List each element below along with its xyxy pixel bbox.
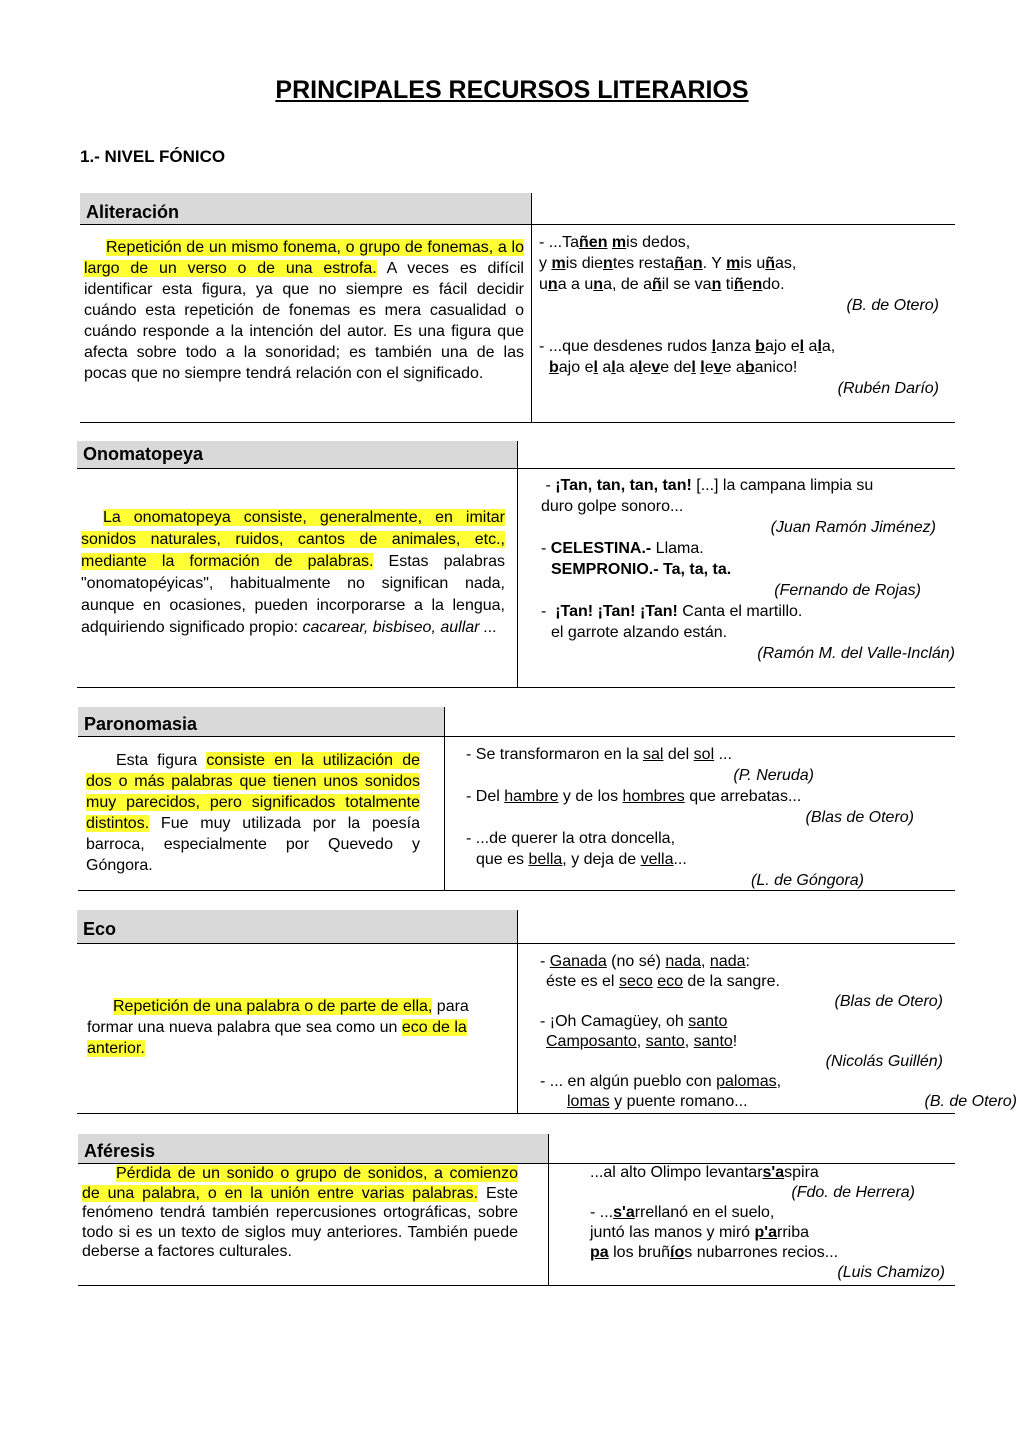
aliteracion-ex1-line2: y mis dientes restañan. Y mis uñas,	[539, 255, 797, 272]
eco-ex2-line1: - ¡Oh Camagüey, oh santo	[540, 1013, 728, 1030]
paronomasia-examples	[466, 744, 914, 891]
paronomasia-ex1: - Se transformaron en la sal del sol ...	[466, 746, 732, 763]
paronomasia-header: Paronomasia	[78, 707, 444, 736]
aferesis-definition: Pérdida de un sonido o grupo de sonidos, a comienzo de una palabra, o en la unión entre varias palabras. Este fenómeno tendrá también repercusiones ortográficas, sobre todo si es un texto de siglos muy anteriores. También puede deberse a factores culturales.	[82, 1165, 518, 1260]
onomatopeya-ex1-line2: duro golpe sonoro...	[541, 498, 684, 515]
aferesis-ex1: ...al alto Olimpo levantars'aspira	[590, 1164, 819, 1181]
aferesis-ex2-author: (Luis Chamizo)	[837, 1264, 945, 1281]
aferesis-header: Aféresis	[78, 1134, 548, 1163]
onomatopeya-header: Onomatopeya	[77, 441, 517, 468]
onomatopeya-ex2-line2: SEMPRONIO.- Ta, ta, ta.	[551, 561, 732, 578]
aliteracion-block	[80, 193, 955, 424]
eco-ex1-line2: éste es el seco eco de la sangre.	[546, 973, 780, 990]
eco-ex3-line1: - ... en algún pueblo con palomas,	[540, 1073, 782, 1090]
onomatopeya-ex2-line1: - CELESTINA.- Llama.	[541, 540, 704, 557]
eco-ex1-author: (Blas de Otero)	[834, 993, 943, 1010]
aliteracion-ex1-line1: - ...Tañen mis dedos,	[539, 234, 691, 251]
eco-ex3-author: (B. de Otero)	[924, 1093, 1017, 1110]
onomatopeya-ex1-author: (Juan Ramón Jiménez)	[770, 519, 936, 536]
paronomasia-ex1-author: (P. Neruda)	[733, 767, 814, 784]
onomatopeya-examples	[541, 475, 955, 664]
paronomasia-ex2-author: (Blas de Otero)	[805, 809, 914, 826]
onomatopeya-ex1-line1: - ¡Tan, tan, tan, tan! [...] la campana limpia su	[541, 477, 874, 494]
onomatopeya-definition: La onomatopeya consiste, generalmente, en imitar sonidos naturales, ruidos, cantos de animales, etc., mediante la formación de palabras. Estas palabras "onomatopéyicas", habitualmente no significan nada, aunque en ocasiones, pueden incorporarse a la lengua, adquiriendo significado propio: cacarear, bisbiseo, aullar ...	[81, 509, 505, 636]
aliteracion-ex2-author: (Rubén Darío)	[837, 380, 939, 397]
aliteracion-header: Aliteración	[80, 193, 531, 224]
eco-ex1-line1: - Ganada (no sé) nada, nada:	[540, 953, 750, 970]
page-title: PRINCIPALES RECURSOS LITERARIOS	[275, 76, 749, 104]
paronomasia-ex2: - Del hambre y de los hombres que arrebatas...	[466, 788, 802, 805]
aferesis-ex1-author: (Fdo. de Herrera)	[791, 1184, 915, 1201]
onomatopeya-ex3-line2: el garrote alzando están.	[551, 624, 728, 641]
aferesis-ex2-line1: - ...s'arrellanó en el suelo,	[590, 1204, 775, 1221]
eco-definition: Repetición de una palabra o de parte de ella, para formar una nueva palabra que sea como un eco de la anterior.	[87, 998, 469, 1057]
onomatopeya-ex3-author: (Ramón M. del Valle-Inclán)	[757, 645, 955, 662]
section-title: 1.- NIVEL FÓNICO	[80, 147, 226, 166]
eco-ex2-line2: Camposanto, santo, santo!	[546, 1033, 738, 1050]
aferesis-examples	[590, 1163, 945, 1283]
onomatopeya-block	[77, 441, 955, 689]
aliteracion-ex2-line1: - ...que desdenes rudos lanza bajo el ala,	[539, 338, 836, 355]
paronomasia-block	[78, 707, 955, 892]
paronomasia-ex3-line2: que es bella, y deja de vella...	[476, 851, 687, 868]
aferesis-ex2-line3: pa los bruñíos nubarrones recios...	[590, 1244, 839, 1261]
eco-ex2-author: (Nicolás Guillén)	[825, 1053, 943, 1070]
aferesis-ex2-line2: juntó las manos y miró p'arriba	[590, 1224, 810, 1241]
aliteracion-ex2-line2: bajo el ala aleve del leve abanico!	[549, 359, 798, 376]
eco-block	[77, 910, 1017, 1115]
aliteracion-ex1-author: (B. de Otero)	[846, 297, 939, 314]
onomatopeya-ex3-line1: - ¡Tan! ¡Tan! ¡Tan! Canta el martillo.	[541, 603, 803, 620]
eco-examples	[540, 952, 1017, 1112]
eco-header: Eco	[77, 910, 517, 943]
paronomasia-ex3-line1: - ...de querer la otra doncella,	[466, 830, 676, 847]
aliteracion-definition: Repetición de un mismo fonema, o grupo de fonemas, a lo largo de un verso o de una estrofa. A veces es difícil identificar esta figura, ya que no siempre es fácil decidir cuándo esta repetición de fonemas es mera casualidad o cuándo responde a la intención del autor. Es una figura que afecta sobre todo a la sonoridad; es también una de las pocas que no siempre tendrá relación con el significado.	[84, 239, 524, 382]
onomatopeya-ex2-author: (Fernando de Rojas)	[774, 582, 921, 599]
aferesis-block	[78, 1134, 955, 1287]
paronomasia-ex3-author: (L. de Góngora)	[751, 872, 864, 889]
eco-ex3-line2: lomas y puente romano... (B. de Otero)	[567, 1093, 1017, 1110]
aliteracion-ex1-line3: una a una, de añil se van tiñendo.	[539, 276, 785, 293]
aliteracion-examples	[539, 232, 939, 399]
paronomasia-definition: Esta figura consiste en la utilización de dos o más palabras que tienen unos sonidos muy parecidos, pero significados totalmente distintos. Fue muy utilizada por la poesía barroca, especialmente por Quevedo y Góngora.	[86, 752, 420, 874]
